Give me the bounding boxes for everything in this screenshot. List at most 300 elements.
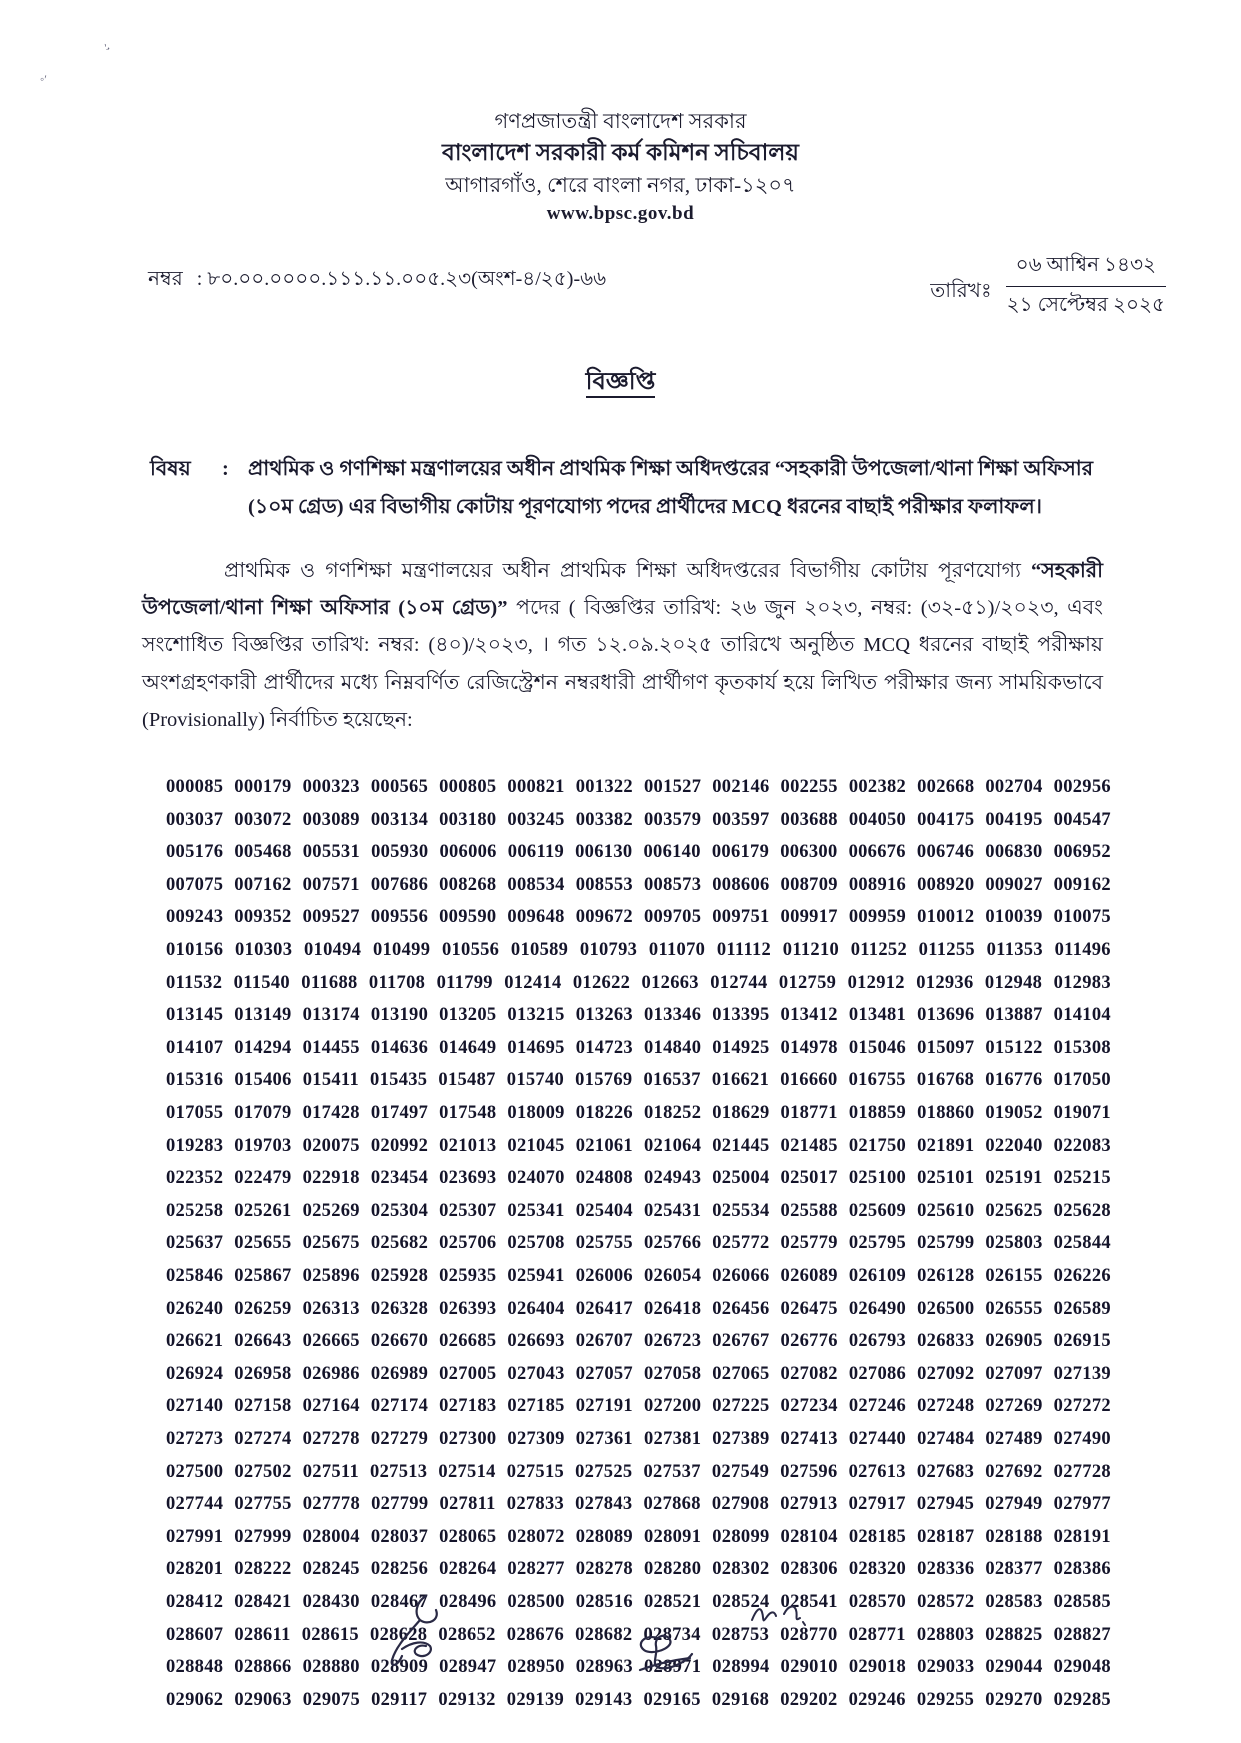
roll-number: 021045 — [507, 1135, 565, 1156]
roll-number-row — [166, 804, 1111, 837]
roll-number: 000565 — [370, 777, 429, 798]
roll-number: 026915 — [1053, 1331, 1111, 1352]
roll-number: 011708 — [368, 972, 426, 993]
roll-number: 010499 — [372, 940, 431, 961]
roll-number-row — [166, 901, 1111, 934]
roll-number: 025795 — [848, 1233, 907, 1254]
roll-number: 027183 — [439, 1396, 497, 1417]
roll-number: 025341 — [507, 1200, 565, 1221]
roll-number-row — [166, 836, 1111, 869]
roll-number: 026404 — [507, 1298, 565, 1319]
roll-number: 016755 — [848, 1070, 906, 1091]
body-text: প্রাথমিক ও গণশিক্ষা মন্ত্রণালয়ের অধীন প্রাথমিক শিক্ষা অধিদপ্তরের বিভাগীয় কোটায় পূরণযোগ্য — [224, 559, 1031, 582]
roll-number: 026066 — [712, 1266, 770, 1286]
roll-number-row — [166, 1032, 1111, 1065]
roll-number: 028187 — [917, 1526, 975, 1547]
roll-number: 028421 — [234, 1591, 292, 1612]
roll-number: 011496 — [1054, 940, 1111, 961]
roll-number: 003597 — [712, 809, 770, 830]
roll-number: 025101 — [917, 1168, 975, 1189]
post-name-bold: “সহকারী উপজেলা/থানা শিক্ষা অফিসার (১০ম গ্রেড)” — [142, 559, 1103, 619]
roll-number: 009556 — [370, 907, 429, 928]
roll-number: 028500 — [507, 1591, 565, 1612]
roll-number: 003072 — [234, 809, 292, 830]
roll-number: 028089 — [575, 1526, 633, 1547]
roll-number: 025625 — [985, 1200, 1043, 1221]
roll-number: 027309 — [507, 1428, 565, 1449]
roll-number-row — [166, 1553, 1111, 1586]
roll-number: 026128 — [917, 1266, 975, 1286]
roll-number: 009243 — [166, 907, 224, 928]
roll-number: 015769 — [575, 1070, 633, 1091]
roll-number: 028280 — [643, 1559, 702, 1580]
roll-number: 028585 — [1053, 1591, 1111, 1612]
roll-number: 004195 — [985, 809, 1043, 830]
roll-number-row — [166, 1586, 1111, 1619]
roll-number: 027185 — [507, 1396, 565, 1417]
roll-number: 022479 — [234, 1168, 292, 1189]
subject-block — [150, 451, 1101, 527]
roll-number: 021485 — [780, 1135, 838, 1156]
roll-number: 027596 — [780, 1461, 838, 1482]
roll-number: 025941 — [507, 1266, 565, 1286]
government-line: গণপ্রজাতন্ত্রী বাংলাদেশ সরকার — [494, 109, 747, 133]
roll-number: 003382 — [575, 809, 633, 830]
roll-number: 011353 — [986, 940, 1043, 961]
roll-number: 021013 — [439, 1135, 497, 1156]
memo-number-label: নম্বর — [148, 267, 183, 290]
roll-number: 027248 — [917, 1396, 975, 1417]
roll-number: 025867 — [234, 1266, 292, 1286]
subject-text: প্রাথমিক ও গণশিক্ষা মন্ত্রণালয়ের অধীন প্রাথমিক শিক্ষা অধিদপ্তরের “সহকারী উপজেলা/থানা শিক্ষা অফিসার (১০ম গ্রেড) এর বিভাগীয় কোটায় পূরণযোগ্য পদের প্রার্থীদের MCQ ধরনের বাছাই পরীক্ষার ফলাফল। — [248, 457, 1093, 518]
organization-line: বাংলাদেশ সরকারী কর্ম কমিশন সচিবালয় — [442, 140, 799, 166]
roll-number: 003579 — [643, 809, 702, 830]
roll-number: 006130 — [575, 842, 633, 863]
roll-number: 026924 — [166, 1363, 224, 1384]
roll-number: 025004 — [712, 1168, 770, 1189]
roll-number: 028971 — [643, 1657, 702, 1678]
roll-number: 014107 — [166, 1037, 224, 1058]
roll-number: 017497 — [370, 1103, 429, 1124]
roll-number: 000821 — [507, 777, 565, 798]
roll-number: 009352 — [234, 907, 292, 928]
roll-number: 028467 — [370, 1591, 429, 1612]
roll-number-row — [166, 1195, 1111, 1228]
roll-number: 026833 — [917, 1331, 975, 1352]
roll-number: 027092 — [917, 1363, 975, 1384]
roll-number: 029270 — [985, 1689, 1043, 1710]
roll-number: 013174 — [302, 1005, 360, 1026]
roll-number: 019703 — [234, 1135, 292, 1156]
roll-number: 027300 — [439, 1428, 497, 1449]
roll-number: 027744 — [166, 1494, 224, 1515]
roll-number: 028541 — [780, 1591, 838, 1612]
roll-number: 017050 — [1053, 1070, 1111, 1091]
roll-number: 020075 — [302, 1135, 360, 1156]
roll-number: 028570 — [848, 1591, 907, 1612]
roll-number: 025628 — [1053, 1200, 1111, 1221]
memo-number — [148, 250, 606, 297]
roll-number: 027908 — [711, 1494, 770, 1515]
roll-number: 028065 — [439, 1526, 497, 1547]
roll-number: 013263 — [575, 1005, 633, 1026]
roll-number: 027525 — [575, 1461, 633, 1482]
roll-number: 028188 — [985, 1526, 1043, 1547]
roll-number: 027683 — [916, 1461, 975, 1482]
roll-number: 014925 — [712, 1037, 770, 1058]
roll-number: 028277 — [507, 1559, 565, 1580]
roll-number: 028099 — [712, 1526, 770, 1547]
roll-number: 027278 — [302, 1428, 360, 1449]
roll-number: 004175 — [917, 809, 975, 830]
roll-number: 028256 — [370, 1559, 429, 1580]
roll-number: 000323 — [302, 777, 360, 798]
roll-number: 027811 — [439, 1494, 496, 1515]
roll-number: 025896 — [302, 1266, 360, 1286]
roll-number: 028336 — [917, 1559, 975, 1580]
roll-number: 026905 — [985, 1331, 1043, 1352]
roll-number: 025304 — [370, 1200, 429, 1221]
roll-number: 024943 — [643, 1168, 702, 1189]
roll-number: 027913 — [780, 1494, 838, 1515]
roll-number: 020992 — [370, 1135, 429, 1156]
roll-number: 027833 — [506, 1494, 565, 1515]
roll-number: 009959 — [848, 907, 907, 928]
roll-number: 027945 — [916, 1494, 975, 1515]
roll-number: 029033 — [917, 1657, 975, 1678]
roll-number: 026555 — [985, 1298, 1043, 1319]
roll-number: 013346 — [643, 1005, 702, 1026]
roll-number: 014723 — [575, 1037, 633, 1058]
roll-number: 025803 — [985, 1233, 1043, 1254]
roll-number: 026490 — [848, 1298, 907, 1319]
roll-number: 006952 — [1053, 842, 1111, 863]
roll-number: 016621 — [711, 1070, 770, 1091]
roll-number: 026475 — [780, 1298, 838, 1319]
roll-number: 015406 — [234, 1070, 292, 1091]
roll-number-row — [166, 1325, 1111, 1358]
roll-number: 028091 — [643, 1526, 702, 1547]
roll-number: 010156 — [166, 940, 224, 961]
roll-number: 014455 — [302, 1037, 360, 1058]
roll-number: 028278 — [575, 1559, 633, 1580]
roll-number: 011532 — [166, 972, 223, 993]
roll-number: 028302 — [712, 1559, 770, 1580]
roll-number: 027269 — [985, 1396, 1043, 1417]
roll-number: 025682 — [370, 1233, 429, 1254]
roll-number-row — [166, 1423, 1111, 1456]
roll-number: 015097 — [917, 1037, 975, 1058]
roll-number: 026226 — [1053, 1266, 1111, 1286]
roll-number: 006746 — [916, 842, 975, 863]
roll-number: 029044 — [985, 1657, 1043, 1678]
roll-number: 028611 — [234, 1624, 291, 1645]
roll-number: 027868 — [643, 1494, 701, 1515]
roll-number: 026793 — [848, 1331, 907, 1352]
roll-number: 002146 — [712, 777, 770, 798]
roll-number: 011799 — [436, 972, 493, 993]
roll-number: 028676 — [506, 1624, 565, 1645]
roll-number: 006676 — [848, 842, 906, 863]
roll-number: 027843 — [575, 1494, 633, 1515]
roll-number: 018226 — [575, 1103, 633, 1124]
roll-number: 026456 — [712, 1298, 770, 1319]
roll-number: 018629 — [712, 1103, 770, 1124]
roll-number: 028803 — [916, 1624, 975, 1645]
roll-number: 027917 — [848, 1494, 906, 1515]
roll-number: 008606 — [712, 874, 770, 895]
roll-number: 008534 — [507, 874, 565, 895]
roll-number: 027246 — [848, 1396, 907, 1417]
roll-number: 012414 — [504, 972, 562, 993]
pencil-mark: `’ — [96, 41, 113, 59]
roll-number: 015435 — [370, 1070, 428, 1091]
roll-number: 026776 — [780, 1331, 838, 1352]
roll-number: 028615 — [301, 1624, 359, 1645]
roll-number: 027977 — [1053, 1494, 1111, 1515]
roll-number-row — [166, 1130, 1111, 1163]
roll-number: 029165 — [643, 1689, 701, 1710]
roll-number: 001527 — [643, 777, 702, 798]
roll-number: 008268 — [439, 874, 497, 895]
roll-number: 026685 — [439, 1331, 497, 1352]
roll-number: 027484 — [917, 1428, 975, 1449]
roll-number: 015122 — [985, 1037, 1043, 1058]
roll-number-row — [166, 1097, 1111, 1130]
roll-number: 010494 — [303, 940, 362, 961]
roll-number: 018252 — [643, 1103, 702, 1124]
roll-number: 015316 — [166, 1070, 224, 1091]
roll-number: 016768 — [916, 1070, 975, 1091]
roll-number: 026240 — [166, 1298, 224, 1319]
roll-number-row — [166, 934, 1111, 967]
roll-number: 013395 — [712, 1005, 770, 1026]
roll-number: 018860 — [917, 1103, 975, 1124]
roll-number: 002255 — [780, 777, 838, 798]
roll-number: 009917 — [780, 907, 838, 928]
roll-number: 027440 — [848, 1428, 907, 1449]
roll-number: 027514 — [438, 1461, 496, 1482]
roll-number: 009527 — [302, 907, 360, 928]
roll-number: 009705 — [643, 907, 702, 928]
roll-number: 011112 — [716, 940, 772, 961]
pencil-mark: ◦′ — [40, 72, 47, 86]
roll-number: 028264 — [439, 1559, 497, 1580]
roll-number: 025637 — [166, 1233, 224, 1254]
signature-mark — [630, 1630, 696, 1678]
roll-number: 028682 — [575, 1624, 633, 1645]
roll-number: 027082 — [780, 1363, 838, 1384]
roll-number: 010589 — [510, 940, 569, 961]
memo-row — [148, 250, 1166, 323]
roll-number: 006006 — [439, 842, 497, 863]
roll-number: 006830 — [985, 842, 1043, 863]
roll-number: 029139 — [506, 1689, 565, 1710]
roll-number: 013145 — [166, 1005, 224, 1026]
date-bangla: ০৬ আশ্বিন ১৪৩২ — [1006, 250, 1166, 287]
roll-number: 027490 — [1053, 1428, 1111, 1449]
roll-number: 027234 — [780, 1396, 838, 1417]
roll-number: 027511 — [302, 1461, 359, 1482]
roll-number: 025772 — [712, 1233, 770, 1254]
roll-number: 014695 — [507, 1037, 565, 1058]
roll-number: 014104 — [1053, 1005, 1111, 1026]
roll-number: 027728 — [1053, 1461, 1111, 1482]
roll-number-row — [166, 1260, 1111, 1293]
roll-number: 012948 — [984, 972, 1043, 993]
roll-number: 003688 — [780, 809, 838, 830]
roll-number: 022352 — [166, 1168, 224, 1189]
roll-number: 025588 — [780, 1200, 838, 1221]
roll-number: 025610 — [917, 1200, 975, 1221]
roll-number: 026670 — [370, 1331, 429, 1352]
roll-number-row — [166, 1293, 1111, 1326]
roll-number: 028430 — [302, 1591, 360, 1612]
roll-number: 015046 — [848, 1037, 907, 1058]
roll-number: 008709 — [780, 874, 838, 895]
roll-number: 026767 — [712, 1331, 770, 1352]
roll-number-row — [166, 1162, 1111, 1195]
roll-number: 028583 — [985, 1591, 1043, 1612]
roll-number: 028245 — [302, 1559, 360, 1580]
roll-number: 012663 — [641, 972, 699, 993]
roll-number: 028037 — [370, 1526, 429, 1547]
roll-number: 028072 — [507, 1526, 565, 1547]
roll-number: 009162 — [1053, 874, 1111, 895]
roll-number: 002704 — [985, 777, 1043, 798]
roll-number: 027097 — [985, 1363, 1043, 1384]
roll-number: 027513 — [370, 1461, 428, 1482]
roll-number: 028607 — [166, 1624, 224, 1645]
roll-number: 003180 — [439, 809, 497, 830]
roll-number: 014636 — [370, 1037, 429, 1058]
subject-separator: : — [222, 457, 229, 480]
roll-number: 029010 — [780, 1657, 838, 1678]
roll-number: 022040 — [985, 1135, 1043, 1156]
roll-number: 029063 — [234, 1689, 292, 1710]
roll-number: 027755 — [234, 1494, 292, 1515]
roll-number: 009672 — [575, 907, 633, 928]
roll-number: 016776 — [985, 1070, 1043, 1091]
roll-number: 028201 — [166, 1559, 224, 1580]
roll-number: 029018 — [848, 1657, 907, 1678]
roll-number: 025799 — [917, 1233, 975, 1254]
roll-number: 013887 — [985, 1005, 1043, 1026]
roll-number: 027515 — [506, 1461, 565, 1482]
roll-number: 027158 — [234, 1396, 292, 1417]
roll-number: 012744 — [710, 972, 768, 993]
roll-number: 025844 — [1053, 1233, 1111, 1254]
roll-number: 025706 — [439, 1233, 497, 1254]
roll-number: 028827 — [1053, 1624, 1111, 1645]
roll-number: 026418 — [643, 1298, 702, 1319]
roll-number: 027272 — [1053, 1396, 1111, 1417]
roll-number: 000085 — [166, 777, 224, 798]
roll-number: 017548 — [439, 1103, 497, 1124]
roll-number: 009590 — [439, 907, 497, 928]
roll-number: 017428 — [302, 1103, 360, 1124]
roll-number: 025258 — [166, 1200, 224, 1221]
signature-mark — [748, 1600, 808, 1636]
roll-number: 028104 — [780, 1526, 838, 1547]
roll-number-row — [166, 869, 1111, 902]
roll-number: 025100 — [848, 1168, 907, 1189]
roll-number: 027225 — [712, 1396, 770, 1417]
roll-number: 021061 — [575, 1135, 633, 1156]
roll-number: 017079 — [234, 1103, 292, 1124]
memo-number-value: : ৮০.০০.০০০০.১১১.১১.০০৫.২৩(অংশ-৪/২৫)-৬৬ — [196, 267, 607, 290]
roll-number: 029285 — [1053, 1689, 1111, 1710]
roll-number: 004547 — [1053, 809, 1111, 830]
roll-number: 028496 — [439, 1591, 497, 1612]
roll-number: 027613 — [848, 1461, 906, 1482]
roll-number: 026393 — [439, 1298, 497, 1319]
roll-number: 026589 — [1053, 1298, 1111, 1319]
roll-number: 026417 — [575, 1298, 633, 1319]
roll-number: 028412 — [166, 1591, 224, 1612]
roll-number: 026313 — [302, 1298, 360, 1319]
roll-number: 012759 — [778, 972, 837, 993]
roll-number-row — [166, 1358, 1111, 1391]
roll-number: 025779 — [780, 1233, 838, 1254]
date-block — [930, 250, 1166, 323]
roll-number-row — [166, 1064, 1111, 1097]
roll-number: 029075 — [302, 1689, 361, 1710]
roll-number: 028771 — [848, 1624, 906, 1645]
roll-number: 028947 — [439, 1657, 497, 1678]
roll-number: 009751 — [712, 907, 770, 928]
roll-number: 013481 — [848, 1005, 907, 1026]
roll-number: 022918 — [302, 1168, 360, 1189]
roll-number: 007686 — [370, 874, 429, 895]
roll-number: 027991 — [166, 1526, 224, 1547]
roll-number: 021750 — [848, 1135, 907, 1156]
roll-number: 027500 — [166, 1461, 224, 1482]
roll-number: 028222 — [234, 1559, 292, 1580]
roll-number: 027692 — [985, 1461, 1043, 1482]
roll-number: 026643 — [234, 1331, 292, 1352]
roll-number: 005930 — [371, 842, 429, 863]
roll-number: 027043 — [507, 1363, 565, 1384]
roll-number: 029048 — [1053, 1657, 1111, 1678]
roll-number: 011210 — [782, 940, 840, 961]
roll-number: 028866 — [234, 1657, 292, 1678]
roll-number: 025928 — [370, 1266, 429, 1286]
roll-number: 003134 — [370, 809, 429, 830]
roll-number: 027778 — [302, 1494, 361, 1515]
roll-number: 025935 — [439, 1266, 497, 1286]
roll-number: 011540 — [233, 972, 290, 993]
roll-number: 029062 — [166, 1689, 224, 1710]
roll-number: 021064 — [643, 1135, 702, 1156]
roll-number-row — [166, 999, 1111, 1032]
roll-number: 015308 — [1053, 1037, 1111, 1058]
roll-number-row — [166, 771, 1111, 804]
roll-number-row — [166, 1488, 1111, 1521]
roll-number: 027381 — [643, 1428, 702, 1449]
roll-number-row — [166, 1390, 1111, 1423]
roll-number: 016660 — [780, 1070, 838, 1091]
roll-number: 025404 — [575, 1200, 633, 1221]
roll-number: 029168 — [711, 1689, 770, 1710]
roll-number: 010793 — [579, 940, 638, 961]
roll-number: 008920 — [917, 874, 975, 895]
roll-number: 013190 — [370, 1005, 429, 1026]
roll-number: 025534 — [712, 1200, 770, 1221]
subject-label: বিষয় — [150, 457, 191, 480]
roll-number: 026958 — [234, 1363, 292, 1384]
roll-number: 027140 — [166, 1396, 224, 1417]
